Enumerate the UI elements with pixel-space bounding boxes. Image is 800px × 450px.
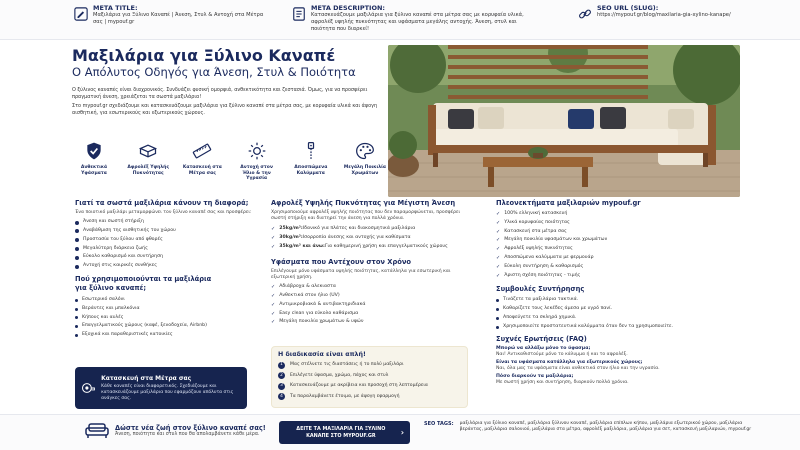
feature-item: Αντοχή στον Ήλιο & την Υγρασία xyxy=(235,141,279,182)
feature-icons-row xyxy=(72,141,387,182)
feature-item: Μεγάλη Ποικιλία Χρωμάτων xyxy=(343,141,387,182)
process-title: Η διαδικασία είναι απλή! xyxy=(278,351,366,358)
column-right xyxy=(496,199,741,388)
fabrics-title: Υφάσματα που Αντέχουν στον Χρόνο xyxy=(271,257,411,266)
list-item: Εξοχικά και παραθεριστικές κατοικίες xyxy=(75,331,260,340)
list-item: Τινάζετε τα μαξιλάρια τακτικά. xyxy=(496,296,741,305)
faq-question: Πόσο διαρκούν τα μαξιλάρια; xyxy=(496,373,574,379)
feature-item: Κατασκευή στα Μέτρα σας xyxy=(180,141,224,182)
seo-tags-label: SEO TAGS: xyxy=(424,421,454,427)
feature-item: Αποσπώμενα Καλύμματα xyxy=(289,141,333,182)
list-item: ✓ Αποσπώμενα καλύμματα με φερμουάρ xyxy=(496,254,741,263)
foam-icon xyxy=(138,141,158,161)
advantages-title: Πλεονεκτήματα μαξιλαριών mypouf.gr xyxy=(496,199,641,207)
faq-answer: Ναι, όλα μας τα υφάσματα είναι ανθεκτικά στον ήλιο και την υγρασία. xyxy=(496,366,660,372)
faq-question: Είναι τα υφάσματα κατάλληλα για εξωτερικούς χώρους; xyxy=(496,359,643,365)
list-item: Μεγαλύτερη διάρκεια ζωής xyxy=(75,245,260,254)
process-step: 3 Κατασκευάζουμε με ακρίβεια και προσοχή στη λεπτομέρεια xyxy=(278,381,461,392)
page-title: Μαξιλάρια για Ξύλινο Καναπέ xyxy=(72,46,336,65)
advantages-list xyxy=(496,210,741,280)
fabrics-intro: Επιλέγουμε μόνο υφάσματα υψηλής ποιότητας, κατάλληλα για εσωτερική και εξωτερική χρήση. xyxy=(271,268,451,280)
hero-intro-2: Στο mypouf.gr σχεδιάζουμε και κατασκευάζουμε μαξιλάρια για ξύλινο καναπέ στα μέτρα σας, με κορυφαία υλικά και άψογη αισθητική, για εσωτερικούς και εξωτερικούς χώρους. xyxy=(72,103,378,116)
hero-section xyxy=(72,46,387,117)
step-number: 4 xyxy=(278,393,285,400)
tape-measure-icon xyxy=(80,373,95,403)
foam-title: Αφρολέξ Υψηλής Πυκνότητας για Μέγιστη Άνεση xyxy=(271,199,456,207)
list-item: Αναβάθμιση της αισθητικής του χώρου xyxy=(75,227,260,236)
meta-url-text[interactable]: https://mypouf.gr/blog/maxilaria-gia-xylino-kanape/ xyxy=(597,12,731,18)
list-item: Κήπους και αυλές xyxy=(75,314,260,323)
edit-icon xyxy=(74,7,88,21)
step-number: 1 xyxy=(278,362,285,369)
foam-intro: Χρησιμοποιούμε αφρολέξ υψηλής ποιότητας που δεν παραμορφώνεται, προσφέρει σωστή στήριξη και διατηρεί την άνεση για πολλά χρόνια. xyxy=(271,210,461,222)
process-step: 4 Τα παραλαμβάνετε έτοιμα, με άψογη εφαρμογή xyxy=(278,392,461,403)
chevron-right-icon: › xyxy=(400,428,404,437)
maintenance-list xyxy=(496,296,741,331)
sofa-illustration xyxy=(388,45,740,197)
foam-list xyxy=(271,225,471,251)
list-item: ✓ Αδιάβροχα & αλεκιαστα xyxy=(271,283,471,292)
step-number: 3 xyxy=(278,383,285,390)
list-item: Αποφεύγετε τα σκληρά χημικά. xyxy=(496,314,741,323)
custom-desc: Κάθε καναπές είναι διαφορετικός. Σχεδιάζουμε και κατασκευάζουμε μαξιλάρια που εφαρμόζουν απόλυτα στις ανάγκες σας. xyxy=(101,383,234,401)
hero-sofa-image xyxy=(388,45,740,197)
meta-description-text: Κατασκευάζουμε μαξιλάρια για ξύλινο καναπέ στα μέτρα σας με κορυφαία υλικά, αφρολέξ υψηλής πυκνότητας και υφάσματα μεγάλης αντοχής. Άνεση, στυλ και ποιότητα που διαρκεί! xyxy=(311,12,524,32)
feature-item: Αφρολέξ Υψηλής Πυκνότητας xyxy=(126,141,170,182)
list-item: Άνεση και σωστή στήριξη xyxy=(75,218,260,227)
meta-url-label: SEO URL (SLUG): xyxy=(597,4,659,12)
meta-title-label: META TITLE: xyxy=(93,4,138,12)
list-item: ✓ Υλικά κορυφαίας ποιότητας xyxy=(496,219,741,228)
faq-answer: Με σωστή χρήση και συντήρηση, διαρκούν πολλά χρόνια. xyxy=(496,380,629,386)
palette-icon xyxy=(355,141,375,161)
maintenance-title: Συμβουλές Συντήρησης xyxy=(496,285,585,294)
faq-answer: Ναι! Αντικαθιστούμε μόνο το κάλυμμα ή και το αφρολέξ. xyxy=(496,352,628,358)
why-list xyxy=(75,218,260,271)
list-item: Αντοχή στις καιρικές συνθήκες xyxy=(75,262,260,271)
process-step: 2 Επιλέγετε ύφασμα, χρώμα, πάχος και στυλ xyxy=(278,371,461,382)
faq-section xyxy=(496,335,741,387)
list-item: ✓ Ανθεκτικά στον ήλιο (UV) xyxy=(271,292,471,301)
usage-title: Πού χρησιμοποιούνται τα μαξιλάρια για ξύλινο καναπέ; xyxy=(75,274,212,292)
process-step: 1 Μας στέλνετε τις διαστάσεις ή το πολύ μαξιλάρι xyxy=(278,360,461,371)
list-item: ✓ Μεγάλη ποικιλία χρωμάτων & υφών xyxy=(271,318,471,327)
faq-title: Συχνές Ερωτήσεις (FAQ) xyxy=(496,334,587,343)
column-middle xyxy=(271,199,471,327)
meta-bar xyxy=(0,0,800,40)
list-item: ✓ Μεγάλη ποικιλία υφασμάτων και χρωμάτων xyxy=(496,236,741,245)
step-number: 2 xyxy=(278,372,285,379)
meta-url-box xyxy=(578,4,778,35)
shield-icon xyxy=(84,141,104,161)
list-item: ✓ Εύκολη συντήρηση & καθαρισμός xyxy=(496,263,741,272)
hero-intro-1: Ο ξύλινος καναπές είναι διαχρονικός. Συνδυάζει φυσική ομορφιά, ανθεκτικότητα και ζεστασιά. Όμως, για να προσφέρει πραγματική άνεση, χρειάζεται τα σωστά μαξιλάρια! xyxy=(72,87,368,100)
list-item: Βεράντες και μπαλκόνια xyxy=(75,305,260,314)
why-intro: Ένα ποιοτικό μαξιλάρι μεταμορφώνει τον ξύλινο καναπέ σας και προσφέρει: xyxy=(75,210,252,215)
meta-title-box xyxy=(6,4,264,35)
list-item: ✓ Easy clean για εύκολο καθάρισμα xyxy=(271,310,471,319)
cta-subtitle: Άνεση, ποιότητα και στυλ που θα απολαμβάνετε κάθε μέρα. xyxy=(115,431,260,437)
feature-item: Ανθεκτικά Υφάσματα xyxy=(72,141,116,182)
list-item: ✓ 35kg/m³ και άνω: Για καθημερινή χρήση και επαγγελματικούς χώρους xyxy=(271,243,471,252)
seo-tags xyxy=(424,421,754,434)
why-title: Γιατί τα σωστά μαξιλάρια κάνουν τη διαφορά; xyxy=(75,199,249,207)
list-item: ✓ 30kg/m³: Ισορροπία άνεσης και αντοχής για καθίσματα xyxy=(271,234,471,243)
process-box xyxy=(271,346,468,408)
cta-title: Δώστε νέα ζωή στον ξύλινο καναπέ σας! xyxy=(115,423,266,432)
meta-description-box xyxy=(292,4,572,35)
meta-title-text: Μαξιλάρια για Ξύλινο Καναπέ | Άνεση, Στυλ & Αντοχή στα Μέτρα σας | mypouf.gr xyxy=(93,12,264,25)
list-item: ✓ 25kg/m³: Ιδανικό για πλάτες και διακοσμητικά μαξιλάρια xyxy=(271,225,471,234)
sofa-icon xyxy=(85,420,109,440)
fabrics-list xyxy=(271,283,471,327)
cta-button-label: ΔΕΙΤΕ ΤΑ ΜΑΞΙΛΑΡΙΑ ΓΙΑ ΞΥΛΙΝΟ ΚΑΝΑΠΕ ΣΤΟ MYPOUF.GR xyxy=(296,425,386,439)
list-item: ✓ Αντιμικροβιακά & αντιβακτηριδιακά xyxy=(271,301,471,310)
shop-cta-button[interactable] xyxy=(279,421,410,444)
list-item: Επαγγελματικούς χώρους (καφέ, ξενοδοχεία, Airbnb) xyxy=(75,322,260,331)
custom-made-card xyxy=(75,367,247,409)
bottom-bar xyxy=(0,414,800,450)
list-item: ✓ 100% ελληνική κατασκευή xyxy=(496,210,741,219)
seo-tags-text: μαξιλάρια για ξύλινο καναπέ, μαξιλάρια ξύλινου καναπέ, μαξιλάρια επίπλων κήπου, μαξιλάρια εξωτερικού χώρου, μαξιλάρια βεράντας, μαξιλάρια σαλονιού, μαξιλάρια στα μέτρα, αφρολέξ μαξιλάρια, μαξιλάρια για σετ, κατασκευή μαξιλαριών, mypouf.gr xyxy=(459,421,752,433)
list-item: Χρησιμοποιείτε προστατευτικά καλύμματα όταν δεν τα χρησιμοποιείτε. xyxy=(496,323,741,332)
column-left xyxy=(75,199,260,340)
list-item: ✓ Άριστη σχέση ποιότητας - τιμής xyxy=(496,272,741,281)
sun-icon xyxy=(247,141,267,161)
link-icon xyxy=(578,7,592,21)
document-list-icon xyxy=(292,7,306,21)
ruler-icon xyxy=(192,141,212,161)
cta-text-group xyxy=(85,420,266,440)
list-item: Εύκολο καθαρισμό και συντήρηση xyxy=(75,253,260,262)
list-item: ✓ Αφρολέξ υψηλής πυκνότητας xyxy=(496,245,741,254)
custom-title: Κατασκευή στα Μέτρα σας xyxy=(101,374,192,382)
meta-description-label: META DESCRIPTION: xyxy=(311,4,386,12)
list-item: ✓ Κατασκευή στα μέτρα σας xyxy=(496,228,741,237)
list-item: Καθαρίζετε τους λεκέδες άμεσα με υγρό πανί. xyxy=(496,305,741,314)
usage-list xyxy=(75,296,260,340)
faq-question: Μπορώ να αλλάξω μόνο το ύφασμα; xyxy=(496,345,591,351)
list-item: Προστασία του ξύλου από φθορές xyxy=(75,236,260,245)
list-item: Εσωτερικό σαλόνι xyxy=(75,296,260,305)
page-subtitle: Ο Απόλυτος Οδηγός για Άνεση, Στυλ & Ποιότητα xyxy=(72,65,356,79)
zipper-icon xyxy=(301,141,321,161)
